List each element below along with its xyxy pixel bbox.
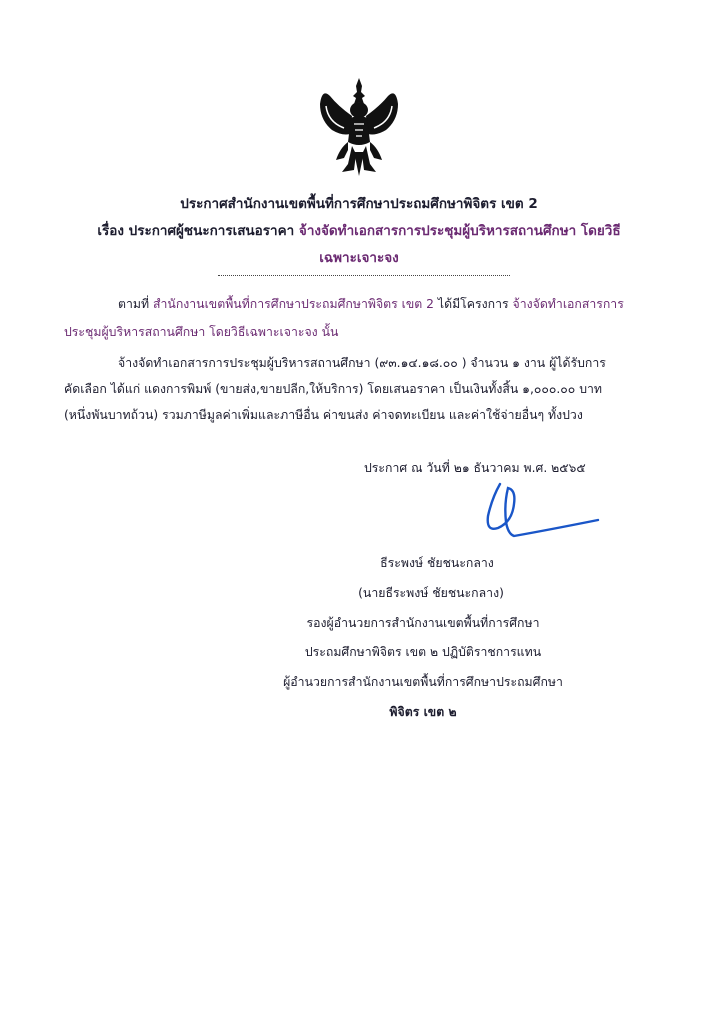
p1-text-a: ตามที่: [118, 297, 154, 311]
garuda-emblem-icon: [318, 76, 400, 178]
signer-full-name: (นายธีระพงษ์ ชัยชนะกลาง): [358, 586, 504, 600]
subject-line-continued: เฉพาะเจาะจง: [319, 250, 399, 266]
paragraph-1-line-1: [118, 295, 624, 314]
paragraph-2-line-3: (หนึ่งพันบาทถ้วน) รวมภาษีมูลค่าเพิ่มและภาษีอื่น ค่าขนส่ง ค่าจดทะเบียน และค่าใช้จ่ายอื่นๆ ทั้งปวง: [64, 408, 583, 422]
subject-prefix: เรื่อง ประกาศผู้ชนะการเสนอราคา: [97, 223, 299, 239]
p1-project-name: จ้างจัดทำเอกสารการ: [512, 297, 624, 311]
signer-position-3: ผู้อำนวยการสำนักงานเขตพื้นที่การศึกษาประถมศึกษา: [283, 675, 563, 689]
subject-highlight: จ้างจัดทำเอกสารการประชุมผู้บริหารสถานศึกษา โดยวิธี: [298, 223, 621, 239]
divider-line: [218, 275, 510, 276]
announcement-date: ประกาศ ณ วันที่ ๒๑ ธันวาคม พ.ศ. ๒๕๖๕: [364, 461, 586, 475]
signer-position-2: ประถมศึกษาพิจิตร เขต ๒ ปฏิบัติราชการแทน: [304, 645, 542, 659]
paragraph-1-line-2: ประชุมผู้บริหารสถานศึกษา โดยวิธีเฉพาะเจาะจง นั้น: [64, 325, 339, 339]
handwritten-signature: [478, 478, 608, 548]
signer-position-4: พิจิตร เขต ๒: [389, 705, 457, 719]
subject-line: [0, 219, 718, 241]
signer-name: ธีระพงษ์ ชัยชนะกลาง: [380, 556, 494, 570]
p1-office-name: สำนักงานเขตพื้นที่การศึกษาประถมศึกษาพิจิตร เขต 2: [153, 297, 438, 311]
paragraph-2-line-2: คัดเลือก ได้แก่ แดงการพิมพ์ (ขายส่ง,ขายปลีก,ให้บริการ) โดยเสนอราคา เป็นเงินทั้งสิ้น ๑,๐๐๐.๐๐ บาท: [64, 382, 603, 396]
p1-text-c: ได้มีโครงการ: [437, 297, 513, 311]
announcement-title: ประกาศสำนักงานเขตพื้นที่การศึกษาประถมศึกษาพิจิตร เขต 2: [180, 196, 538, 212]
signer-position-1: รองผู้อำนวยการสำนักงานเขตพื้นที่การศึกษา: [306, 616, 540, 630]
paragraph-2-line-1: จ้างจัดทำเอกสารการประชุมผู้บริหารสถานศึกษา (๙๓.๑๔.๑๘.๐๐ ) จำนวน ๑ งาน ผู้ได้รับการ: [118, 356, 606, 370]
